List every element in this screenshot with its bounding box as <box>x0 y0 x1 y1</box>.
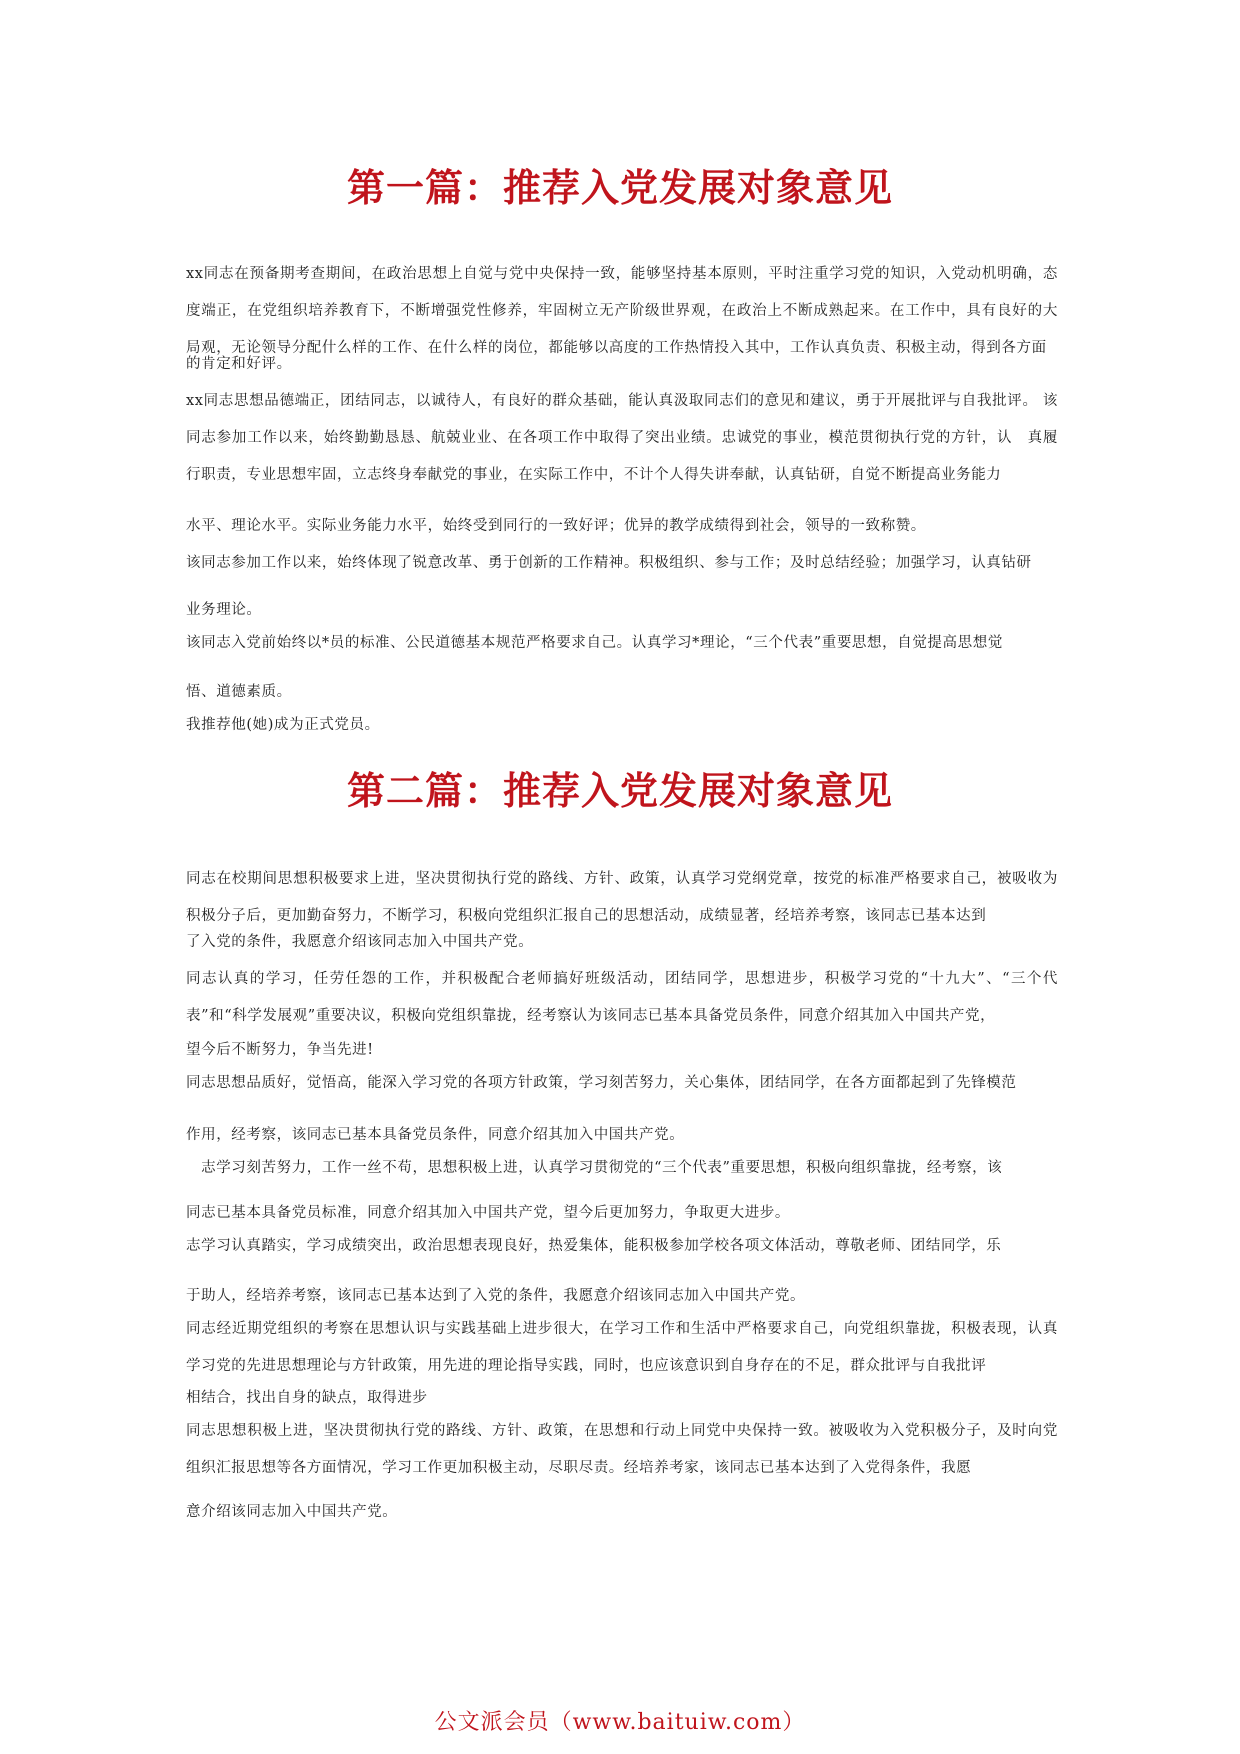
section1-paragraph-7: 该同志入党前始终以*员的标准、公民道德基本规范严格要求自己。认真学习*理论，“三个代表”重要思想，自觉提高思想觉 <box>186 635 1003 651</box>
section2-paragraph-13: 同志思想积极上进，坚决贯彻执行党的路线、方针、政策，在思想和行动上同党中央保持一致。被吸收为入党积极分子，及时向党组织汇报思想等各方面情况，学习工作更加积极主动，尽职尽责。经培养考家，该同志已基本达到了入党得条件，我愿 <box>186 1423 1058 1476</box>
section2-paragraph-2: 了入党的条件，我愿意介绍该同志加入中国共产党。 <box>186 934 534 950</box>
section1-paragraph-5: 该同志参加工作以来，始终体现了锐意改革、勇于创新的工作精神。积极组织、参与工作；及时总结经验；加强学习，认真钻研 <box>186 555 1032 571</box>
section1-paragraph-3: xx同志思想品德端正，团结同志，以诚待人，有良好的群众基础，能认真汲取同志们的意见和建议，勇于开展批评与自我批评。 该同志参加工作以来，始终勤勤恳恳、航兢业业、在各项工作中取得了突出业绩。忠诚党的事业，模范贯彻执行党的方针，认 真履行职责，专业思想牢固，立志终身奉献党的事业，在实际工作中，不计个人得失讲奉献，认真钻研，自觉不断提高业务能力 <box>186 393 1058 483</box>
footer-watermark: 公文派会员（www.baituiw.com） <box>434 1710 806 1735</box>
section1-paragraph-6: 业务理论。 <box>186 602 262 618</box>
section2-paragraph-9: 志学习认真踏实，学习成绩突出，政治思想表现良好，热爱集体，能积极参加学校各项文体活动，尊敬老师、团结同学，乐 <box>186 1238 1002 1254</box>
section2-paragraph-1: 同志在校期间思想积极要求上进，坚决贯彻执行党的路线、方针、政策，认真学习党纲党章，按党的标准严格要求自己，被吸收为积极分子后，更加勤奋努力，不断学习，积极向党组织汇报自己的思想活动，成绩显著，经培养考察，该同志已基本达到 <box>186 871 1058 924</box>
section2-paragraph-8: 同志已基本具备党员标准，同意介绍其加入中国共产党，望今后更加努力，争取更大进步。 <box>186 1205 790 1221</box>
section2-paragraph-14: 意介绍该同志加入中国共产党。 <box>186 1504 398 1520</box>
section1-paragraph-2: 的肯定和好评。 <box>186 356 292 372</box>
section2-paragraph-11: 同志经近期党组织的考察在思想认识与实践基础上进步很大，在学习工作和生活中严格要求自己，向党组织靠拢，积极表现，认真学习党的先进思想理论与方针政策，用先进的理论指导实践，同时，也应该意识到自身存在的不足，群众批评与自我批评 <box>186 1321 1058 1374</box>
section2-paragraph-7: 志学习刻苦努力，工作一丝不苟，思想积极上进，认真学习贯彻党的“三个代表”重要思想，积极向组织靠拢，经考察，该 <box>186 1160 1003 1176</box>
section1-paragraph-9: 我推荐他(她)成为正式党员。 <box>186 717 380 733</box>
section2-paragraph-10: 于助人，经培养考察，该同志已基本达到了入党的条件，我愿意介绍该同志加入中国共产党。 <box>186 1288 806 1304</box>
section1-paragraph-1: xx同志在预备期考查期间，在政治思想上自觉与党中央保持一致，能够坚持基本原则，平时注重学习党的知识，入党动机明确，态度端正，在党组织培养教育下，不断增强党性修养，牢固树立无产阶级世界观，在政治上不断成熟起来。在工作中，具有良好的大局观，无论领导分配什么样的工作、在什么样的岗位，都能够以高度的工作热情投入其中，工作认真负责、积极主动，得到各方面 <box>186 266 1058 356</box>
section2-paragraph-12: 相结合，找出自身的缺点，取得进步 <box>186 1390 428 1406</box>
section1-paragraph-8: 悟、道德素质。 <box>186 684 292 700</box>
section2-paragraph-5: 同志思想品质好，觉悟高，能深入学习党的各项方针政策，学习刻苦努力，关心集体，团结同学，在各方面都起到了先锋模范 <box>186 1075 1017 1091</box>
section2-paragraph-4: 望今后不断努力，争当先进! <box>186 1042 374 1058</box>
section1-title: 第一篇：推荐入党发展对象意见 <box>346 165 893 210</box>
section2-paragraph-3: 同志认真的学习，任劳任怨的工作，并积极配合老师搞好班级活动，团结同学，思想进步，积极学习党的“十九大”、“三个代表”和“科学发展观”重要决议，积极向党组织靠拢，经考察认为该同志已基本具备党员条件，同意介绍其加入中国共产党， <box>186 971 1058 1024</box>
section2-paragraph-6: 作用，经考察，该同志已基本具备党员条件，同意介绍其加入中国共产党。 <box>186 1127 685 1143</box>
section1-paragraph-4: 水平、理论水平。实际业务能力水平，始终受到同行的一致好评；优异的教学成绩得到社会，领导的一致称赞。 <box>186 518 926 534</box>
section2-title: 第二篇：推荐入党发展对象意见 <box>346 768 893 813</box>
